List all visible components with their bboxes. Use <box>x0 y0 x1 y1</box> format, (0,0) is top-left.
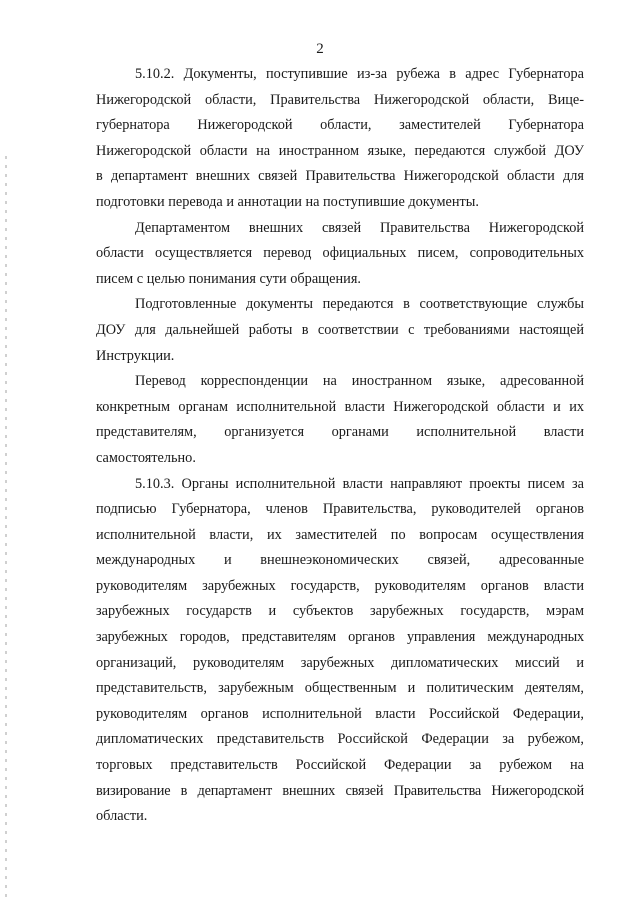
text-line: представителям, организуется органами исполнительной власти <box>96 424 584 441</box>
text-line: международных и внешнеэкономических связей, адресованные <box>96 552 584 569</box>
text-line: исполнительной власти, их заместителей по вопросам осуществления <box>96 526 584 543</box>
paragraph-translation <box>96 216 584 293</box>
text-line: зарубежных городов, представителям органов управления международных <box>96 629 584 646</box>
text-line: Инструкции. <box>96 347 175 364</box>
text-line: подписью Губернатора, членов Правительства, руководителей органов <box>96 501 584 518</box>
text-line: руководителям органов исполнительной власти Российской Федерации, <box>96 705 584 722</box>
paragraph-5-10-2 <box>96 62 584 216</box>
text-line: визирование в департамент внешних связей Правительства Нижегородской <box>96 782 584 799</box>
scan-artifact <box>5 150 7 900</box>
text-line: писем с целью понимания сути обращения. <box>96 270 361 287</box>
text-line: Подготовленные документы передаются в соответствующие службы <box>135 296 584 313</box>
text-line: представительств, зарубежным общественным и политическим деятелям, <box>96 680 584 697</box>
text-line: руководителям зарубежных государств, руководителям органов власти <box>96 577 584 594</box>
text-line: ДОУ для дальнейшей работы в соответствии с требованиями настоящей <box>96 321 584 338</box>
paragraph-5-10-3 <box>96 472 584 830</box>
text-line: 5.10.2. Документы, поступившие из-за рубежа в адрес Губернатора <box>135 66 584 82</box>
text-line: дипломатических представительств Российской Федерации за рубежом, <box>96 731 584 748</box>
text-line: конкретным органам исполнительной власти Нижегородской области и их <box>96 398 584 415</box>
text-line: самостоятельно. <box>96 449 196 466</box>
paragraph-prepared-documents <box>96 292 584 369</box>
text-line: торговых представительств Российской Федерации за рубежом на <box>96 757 584 774</box>
text-line: 5.10.3. Органы исполнительной власти направляют проекты писем за <box>135 475 584 492</box>
text-line: области осуществляется перевод официальных писем, сопроводительных <box>96 245 584 262</box>
text-line: губернатора Нижегородской области, заместителей Губернатора <box>96 117 584 134</box>
text-line: Перевод корреспонденции на иностранном языке, адресованной <box>135 373 584 390</box>
text-line: Нижегородской области на иностранном языке, передаются службой ДОУ <box>96 142 584 159</box>
text-line: Департаментом внешних связей Правительства Нижегородской <box>135 219 584 236</box>
text-line: подготовки перевода и аннотации на поступившие документы. <box>96 193 479 210</box>
page-number: 2 <box>316 41 324 57</box>
text-line: в департамент внешних связей Правительства Нижегородской области для <box>96 168 584 185</box>
document-body <box>96 62 584 830</box>
text-line: зарубежных государств и субъектов зарубежных государств, мэрам <box>96 603 584 620</box>
text-line: области. <box>96 808 148 825</box>
text-line: организаций, руководителям зарубежных дипломатических миссий и <box>96 654 584 671</box>
text-line: Нижегородской области, Правительства Нижегородской области, Вице- <box>96 91 584 108</box>
paragraph-correspondence-translation <box>96 369 584 471</box>
